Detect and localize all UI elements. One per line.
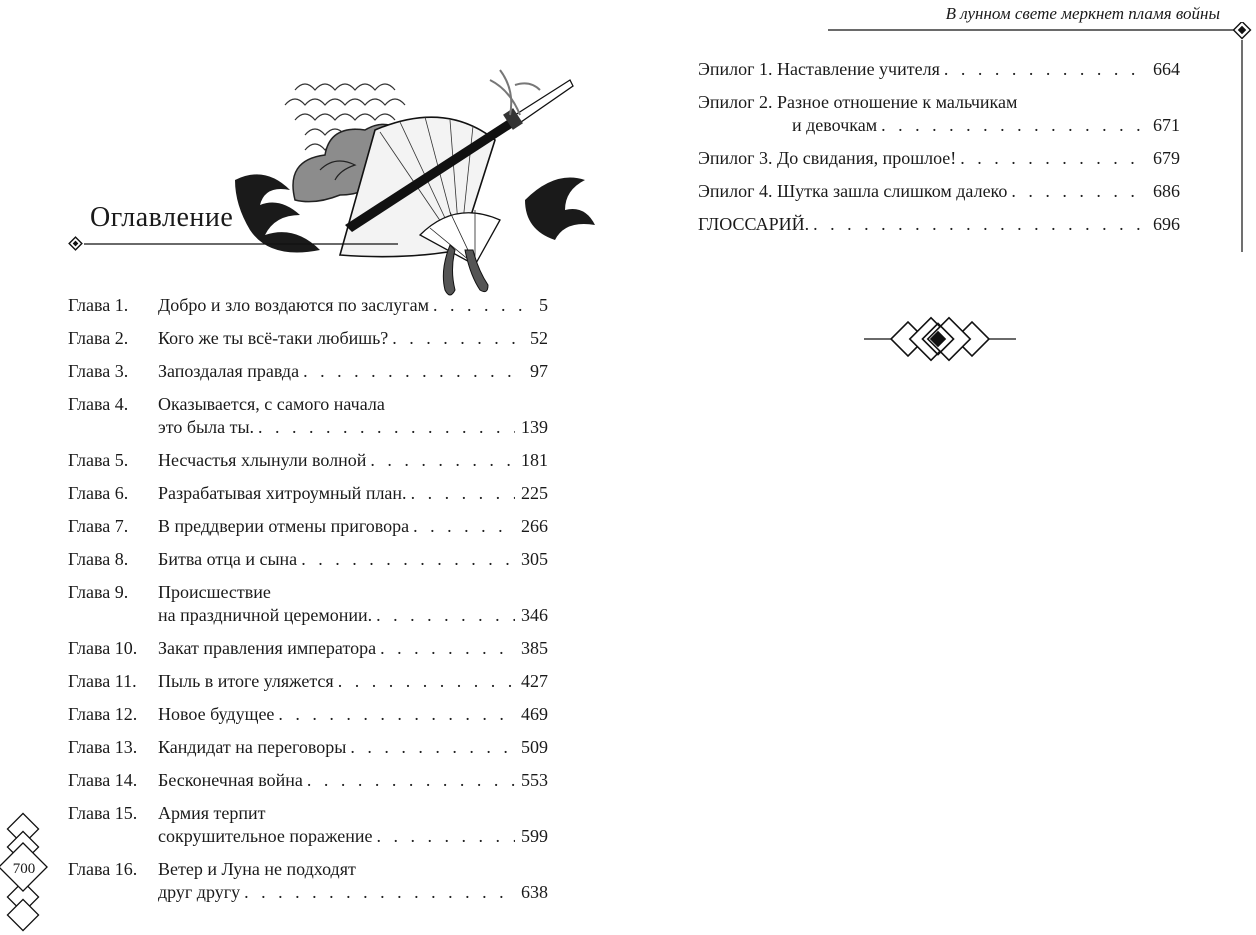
glossary-title: ГЛОССАРИЙ. [698,214,810,234]
page-ref: 181 [521,450,548,470]
dot-leader [258,416,515,439]
page-ref: 139 [521,417,548,437]
toc-entry-epilogue-3[interactable] [698,147,1180,170]
chapter-label: Глава 9. [68,582,129,602]
chapter-label: Глава 3. [68,361,129,381]
chapter-label: Глава 1. [68,295,129,315]
page-ref: 385 [521,638,548,658]
toc-entry-chapter-11[interactable] [68,670,548,693]
chapter-title-line-1: Оказывается, с самого начала [158,394,385,414]
chapter-title-line-1: Происшествие [158,582,271,602]
dot-leader [376,604,515,627]
toc-entry-chapter-4[interactable] [68,393,548,439]
chapter-title: Бесконечная война [158,770,303,790]
toc-entry-chapter-10[interactable] [68,637,548,660]
chapter-title-line-2: сокрушительное поражение [158,826,373,846]
dot-leader [433,294,533,317]
chapter-label: Глава 8. [68,549,129,569]
page-ref: 266 [521,516,548,536]
chapter-title-line-1: Ветер и Луна не подходят [158,859,356,879]
dot-leader [244,881,515,904]
chapter-title-line-2: это была ты. [158,417,255,437]
chapter-label: Глава 5. [68,450,129,470]
toc-entry-chapter-2[interactable] [68,327,548,350]
title-rule-ornament [68,236,398,252]
dot-leader [301,548,515,571]
toc-entry-glossary[interactable] [698,213,1180,236]
dot-leader [370,449,515,472]
epilogue-title: Эпилог 4. Шутка зашла слишком далеко [698,181,1008,201]
page-ref: 469 [521,704,548,724]
chapter-label: Глава 14. [68,770,138,790]
page-ref: 509 [521,737,548,757]
chapter-title: В преддверии отмены приговора [158,516,410,536]
page-ref: 671 [1153,115,1180,135]
page-ref: 427 [521,671,548,691]
chapter-title: Пыль в итоге уляжется [158,671,334,691]
dot-leader [944,58,1147,81]
toc-entry-chapter-16[interactable] [68,858,548,904]
chapter-title: Несчастья хлынули волной [158,450,367,470]
chapter-label: Глава 2. [68,328,129,348]
page-ref: 225 [521,483,548,503]
dot-leader [392,327,524,350]
chapter-title: Новое будущее [158,704,275,724]
toc-entry-chapter-7[interactable] [68,515,548,538]
toc-title: Оглавление [90,202,234,233]
page-ref: 664 [1153,59,1180,79]
toc-entry-chapter-13[interactable] [68,736,548,759]
chapter-label: Глава 4. [68,394,129,414]
toc-entry-epilogue-4[interactable] [698,180,1180,203]
page-ref: 599 [521,826,548,846]
toc-entry-chapter-1[interactable] [68,294,548,317]
page-ref: 638 [521,882,548,902]
dot-leader [960,147,1147,170]
chapter-title: Битва отца и сына [158,549,298,569]
chapter-label: Глава 15. [68,803,138,823]
chapter-title-line-1: Армия терпит [158,803,266,823]
chapter-label: Глава 6. [68,483,129,503]
running-header: В лунном свете меркнет пламя войны [945,4,1220,23]
dot-leader [338,670,515,693]
chapter-title: Добро и зло воздаются по заслугам [158,295,430,315]
toc-entry-epilogue-1[interactable] [698,58,1180,81]
toc-entry-chapter-8[interactable] [68,548,548,571]
page-ref: 346 [521,605,548,625]
page-ref: 5 [539,295,548,315]
chapter-title-line-2: на праздничной церемонии. [158,605,373,625]
dot-leader [376,825,515,848]
dot-leader [307,769,515,792]
page-ref: 696 [1153,214,1180,234]
page-ref: 52 [530,328,548,348]
page-ref: 97 [530,361,548,381]
fan-and-sword-illustration [225,60,605,310]
chapter-label: Глава 10. [68,638,138,658]
epilogue-title: Эпилог 3. До свидания, прошлое! [698,148,957,168]
toc-entry-chapter-15[interactable] [68,802,548,848]
dot-leader [1011,180,1147,203]
chapter-title: Разрабатывая хитроумный план. [158,483,407,503]
epilogue-title-line-2: и девочкам [792,115,878,135]
toc-entry-chapter-9[interactable] [68,581,548,627]
dot-leader [881,114,1147,137]
dot-leader [380,637,515,660]
chapter-label: Глава 16. [68,859,138,879]
chapter-label: Глава 7. [68,516,129,536]
page-number: 700 [12,861,36,877]
page-ref: 553 [521,770,548,790]
dot-leader [411,482,515,505]
chapter-title: Кого же ты всё-таки любишь? [158,328,389,348]
diamond-divider-ornament [864,316,1016,362]
page-ref: 686 [1153,181,1180,201]
dot-leader [813,213,1147,236]
toc-entry-chapter-5[interactable] [68,449,548,472]
toc-entry-chapter-12[interactable] [68,703,548,726]
toc-entry-chapter-6[interactable] [68,482,548,505]
chapter-title: Закат правления императора [158,638,377,658]
page-ref: 305 [521,549,548,569]
toc-epilogue-list [698,58,1180,246]
chapter-label: Глава 12. [68,704,138,724]
epilogue-title-line-1: Эпилог 2. Разное отношение к мальчикам [698,92,1018,112]
dot-leader [413,515,515,538]
dot-leader [278,703,515,726]
dot-leader [303,360,524,383]
chapter-title-line-2: друг другу [158,882,241,902]
toc-entry-chapter-14[interactable] [68,769,548,792]
chapter-title: Кандидат на переговоры [158,737,347,757]
toc-chapter-list [68,294,548,914]
chapter-label: Глава 11. [68,671,137,691]
epilogue-title: Эпилог 1. Наставление учителя [698,59,940,79]
chapter-title: Запоздалая правда [158,361,300,381]
chapter-label: Глава 13. [68,737,138,757]
page-ref: 679 [1153,148,1180,168]
toc-entry-epilogue-2[interactable] [698,91,1180,137]
dot-leader [350,736,515,759]
toc-entry-chapter-3[interactable] [68,360,548,383]
